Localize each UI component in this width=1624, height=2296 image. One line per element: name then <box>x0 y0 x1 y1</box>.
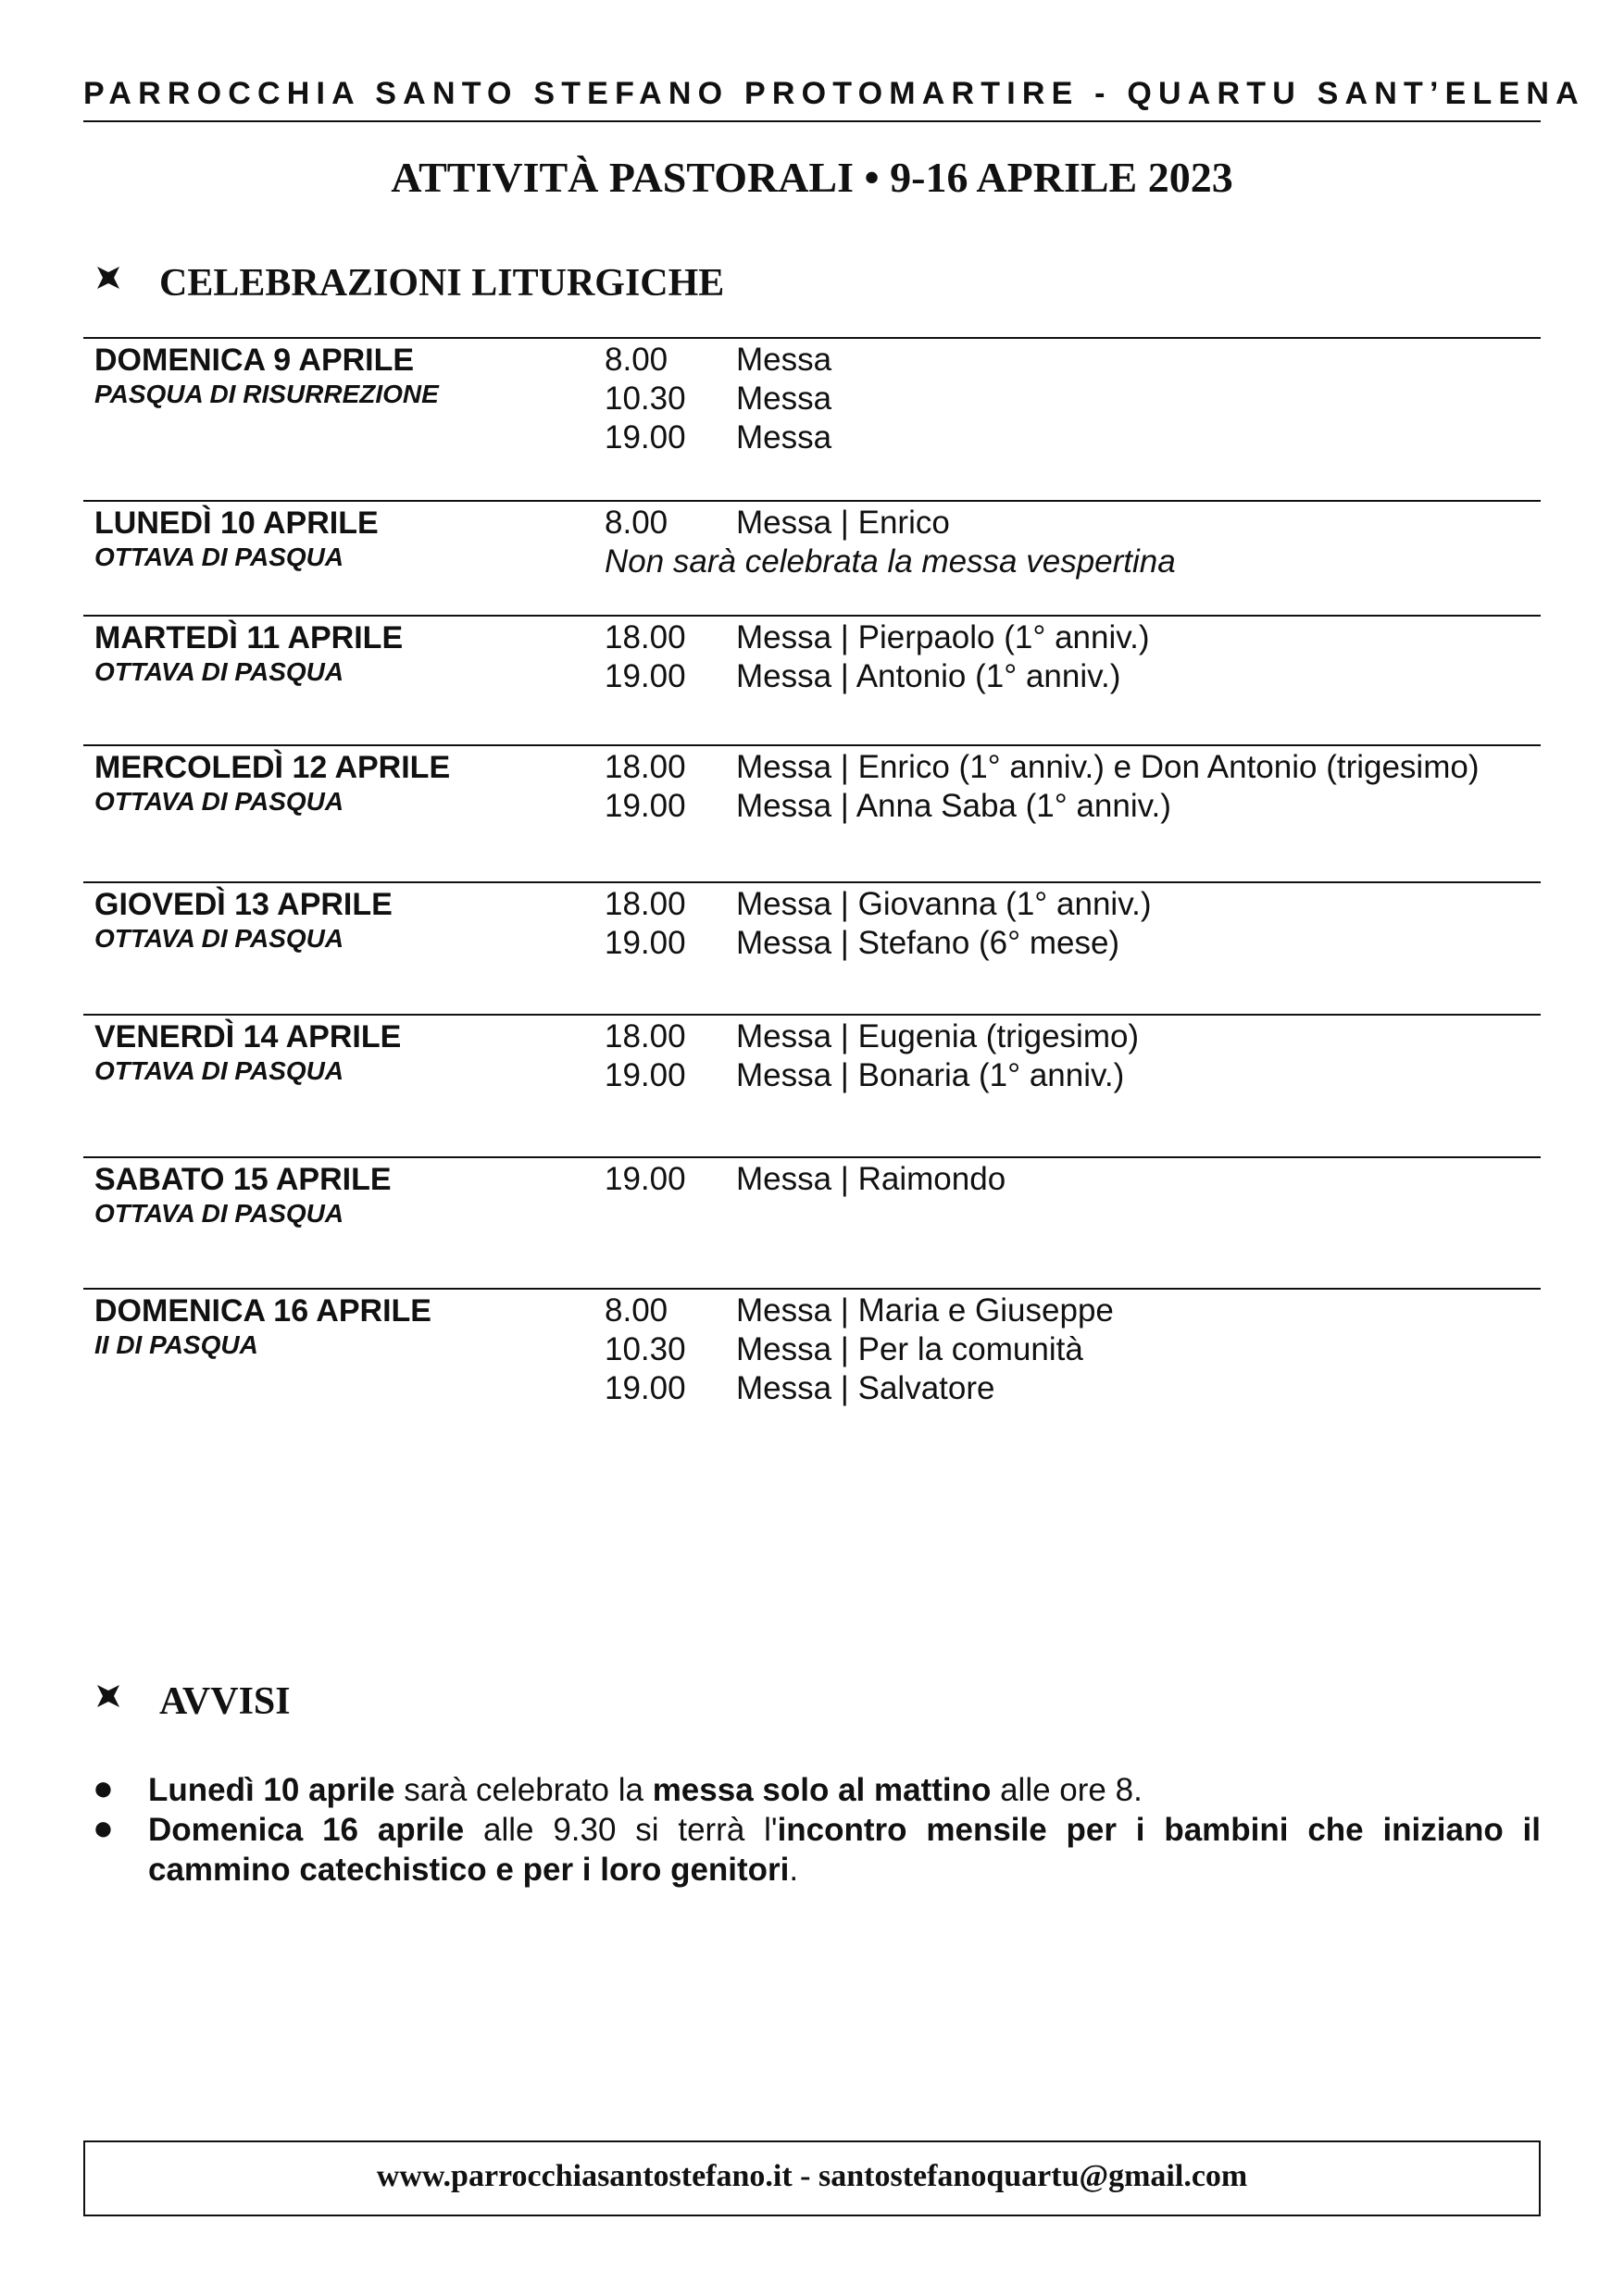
celebration-text: Messa | Per la comunità <box>736 1331 1083 1367</box>
celebration-line <box>605 380 1530 418</box>
avviso-item <box>93 1810 1541 1890</box>
avviso-text: . <box>789 1852 799 1888</box>
avviso-text-bold: Domenica 16 aprile <box>148 1812 465 1848</box>
schedule-day <box>83 615 1541 744</box>
celebration-text: Messa | Eugenia (trigesimo) <box>736 1018 1140 1054</box>
celebration-time: 19.00 <box>605 925 686 961</box>
celebration-time: 19.00 <box>605 419 686 455</box>
celebration-line <box>605 787 1530 826</box>
celebration-time: 19.00 <box>605 1370 686 1406</box>
avviso-text-bold: messa solo al mattino <box>652 1772 992 1808</box>
celebration-lines <box>605 1160 1530 1199</box>
celebration-time: 18.00 <box>605 749 686 785</box>
celebration-line <box>605 1369 1530 1408</box>
celebrazioni-heading-label: CELEBRAZIONI LITURGICHE <box>159 262 725 305</box>
day-name: DOMENICA 16 APRILE <box>94 1293 431 1329</box>
bullet-icon: ● <box>93 1809 114 1848</box>
liturgical-day: II DI PASQUA <box>94 1330 258 1359</box>
footer-box <box>83 2140 1541 2216</box>
avviso-text-bold: Lunedì 10 aprile <box>148 1772 395 1808</box>
celebration-time: 8.00 <box>605 505 668 541</box>
day-label <box>94 1017 401 1086</box>
day-name: LUNEDÌ 10 APRILE <box>94 505 379 541</box>
schedule-day <box>83 744 1541 881</box>
celebration-time: 10.30 <box>605 381 686 417</box>
celebrazioni-heading <box>93 261 724 306</box>
day-name: DOMENICA 9 APRILE <box>94 343 415 378</box>
liturgical-schedule <box>83 337 1541 1438</box>
bullet-icon: ● <box>93 1769 114 1808</box>
day-label <box>94 748 450 817</box>
celebration-note: Non sarà celebrata la messa vespertina <box>605 543 1176 580</box>
celebration-time: 19.00 <box>605 1161 686 1197</box>
day-name: MERCOLEDÌ 12 APRILE <box>94 750 451 785</box>
day-label <box>94 885 393 954</box>
footer-contacts: www.parrocchiasantostefano.it - santostefanoquartu@gmail.com <box>376 2159 1248 2193</box>
schedule-day <box>83 1156 1541 1288</box>
celebration-lines <box>605 885 1530 963</box>
day-name: GIOVEDÌ 13 APRILE <box>94 887 393 922</box>
celebration-time: 8.00 <box>605 342 668 378</box>
avviso-text: sarà celebrato la <box>394 1772 653 1808</box>
celebration-line <box>605 418 1530 457</box>
celebration-line <box>605 885 1530 924</box>
celebration-line <box>605 1330 1530 1369</box>
celebration-time: 19.00 <box>605 658 686 694</box>
parish-header: PARROCCHIA SANTO STEFANO PROTOMARTIRE - QUARTU SANT’ELENA <box>83 76 1585 111</box>
celebration-time: 18.00 <box>605 886 686 922</box>
celebration-time: 19.00 <box>605 1057 686 1093</box>
liturgical-day: OTTAVA DI PASQUA <box>94 657 344 686</box>
day-name: MARTEDÌ 11 APRILE <box>94 620 404 655</box>
liturgical-day: OTTAVA DI PASQUA <box>94 1199 344 1228</box>
celebration-time: 19.00 <box>605 788 686 824</box>
celebration-text: Messa | Giovanna (1° anniv.) <box>736 886 1152 922</box>
day-label <box>94 504 379 572</box>
celebration-line <box>605 1056 1530 1095</box>
liturgical-day: OTTAVA DI PASQUA <box>94 787 344 816</box>
avviso-text-bold: incontro mensile per i bambini che iniziano il cammino catechistico e per i loro genitori <box>148 1812 1541 1888</box>
celebration-lines <box>605 618 1530 696</box>
celebration-text: Messa <box>736 381 832 417</box>
celebration-text: Messa | Antonio (1° anniv.) <box>736 658 1121 694</box>
celebration-lines <box>605 1292 1530 1408</box>
celebration-text: Messa | Salvatore <box>736 1370 995 1406</box>
celebration-line <box>605 657 1530 696</box>
avviso-text: alle ore 8. <box>991 1772 1143 1808</box>
day-name: SABATO 15 APRILE <box>94 1162 392 1197</box>
celebration-lines <box>605 748 1530 826</box>
celebration-line <box>605 748 1530 787</box>
liturgical-day: OTTAVA DI PASQUA <box>94 1056 344 1085</box>
celebration-text: Messa | Bonaria (1° anniv.) <box>736 1057 1125 1093</box>
celebration-line <box>605 1160 1530 1199</box>
celebration-text: Messa <box>736 342 832 378</box>
celebration-lines <box>605 1017 1530 1095</box>
celebration-time: 10.30 <box>605 1331 686 1367</box>
header-rule <box>83 120 1541 122</box>
celebration-text: Messa <box>736 419 832 455</box>
celebration-line <box>605 341 1530 380</box>
celebration-line <box>605 1017 1530 1056</box>
celebration-line <box>605 1292 1530 1330</box>
day-label <box>94 618 403 687</box>
avvisi-heading-label: AVVISI <box>159 1680 291 1723</box>
liturgical-day: OTTAVA DI PASQUA <box>94 543 344 571</box>
schedule-day <box>83 1288 1541 1438</box>
celebration-text: Messa | Anna Saba (1° anniv.) <box>736 788 1171 824</box>
schedule-day <box>83 500 1541 615</box>
day-label <box>94 1160 392 1229</box>
liturgical-day: OTTAVA DI PASQUA <box>94 924 344 953</box>
cross-icon <box>93 266 124 297</box>
schedule-day <box>83 881 1541 1014</box>
celebration-text: Messa | Enrico (1° anniv.) e Don Antonio (trigesimo) <box>736 749 1480 785</box>
avviso-text: alle 9.30 si terrà l' <box>464 1812 778 1848</box>
celebration-line <box>605 504 1530 543</box>
schedule-day <box>83 1014 1541 1156</box>
liturgical-day: PASQUA DI RISURREZIONE <box>94 380 439 408</box>
avvisi-heading <box>93 1679 291 1724</box>
celebration-text: Messa | Raimondo <box>736 1161 1006 1197</box>
celebration-lines <box>605 341 1530 457</box>
celebration-text: Messa | Stefano (6° mese) <box>736 925 1120 961</box>
celebration-time: 8.00 <box>605 1292 668 1329</box>
day-name: VENERDÌ 14 APRILE <box>94 1019 402 1054</box>
celebration-time: 18.00 <box>605 619 686 655</box>
celebration-text: Messa | Pierpaolo (1° anniv.) <box>736 619 1150 655</box>
schedule-day <box>83 337 1541 500</box>
page-title: ATTIVITÀ PASTORALI • 9-16 APRILE 2023 <box>391 154 1233 201</box>
celebration-line <box>605 618 1530 657</box>
celebration-line <box>605 924 1530 963</box>
celebration-time: 18.00 <box>605 1018 686 1054</box>
celebration-text: Messa | Enrico <box>736 505 950 541</box>
avviso-item <box>93 1770 1541 1810</box>
celebration-text: Messa | Maria e Giuseppe <box>736 1292 1114 1329</box>
day-label <box>94 341 439 409</box>
avvisi-list <box>93 1770 1541 1890</box>
day-label <box>94 1292 431 1360</box>
cross-icon <box>93 1684 124 1716</box>
celebration-lines <box>605 504 1530 581</box>
